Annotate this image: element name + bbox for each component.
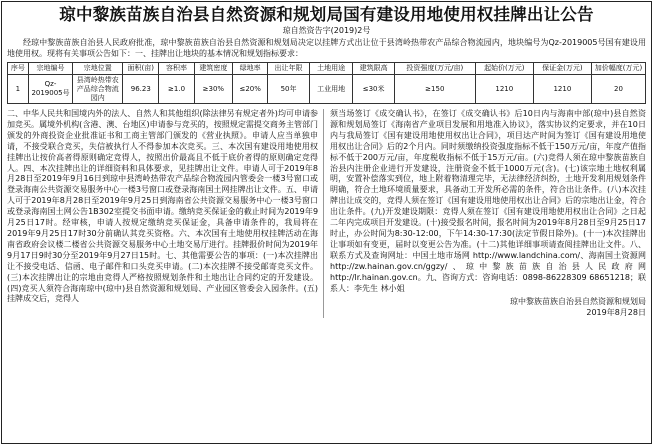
- column-header: 宗地位置: [73, 63, 123, 75]
- signature-org: 琼中黎族苗族自治县自然资源和规划局: [510, 297, 646, 307]
- column-header: 面积(亩): [123, 63, 159, 75]
- right-column-text: 须当场签订《成交确认书》，在签订《成交确认书》后10日内与海南中部(琼中)县自然资源和规划局签订《海南省产业项目发展和用地准入协议》，落实协议约定要求，并在10日内与我局签订《国有建设用地使用权出让合同》，项目达产时间为签订《国有建设用地使用权出让合同》后的2个月内。同时须缴纳投资强度指标不低于150万元/亩，年度产值指标不低于200万元/亩，年度税收指标不低于15万元/亩。(六)竞得人须在琼中黎族苗族自治县内注册企业进行开发建设，注册资金不低于1000万元(含)。(七)该宗地土地权利属明，安置补偿落实到位，地上附着物清理完毕，无法律经济纠纷，土地开发利用规划条件明确，符合土地环境质量要求，具备动工开发所必需的条件，符合出让条件。(八)本次挂牌出让成交的，竞得人须在签订《国有建设用地使用权出让合同》后的宗地出让金，符合出让条件。(九)开发建设期限：竞得人须在签订《国有建设用地使用权出让合同》之日起二年内完成项目开发建设。(十)接受报名时间，报名时间为2019年8月28日至9月25日17时止，办公时间为8:30-12:00，下午14:30-17:30(法定节假日除外)。(十一)本次挂牌出让事项如有变更，届时以变更公告为准。(十二)其他详细事项请查阅挂牌出让文件。八、联系方式及查询网址：中国土地市场网 http://www.landchina.com/、海南国土资源网 http://zw.hainan.gov.cn/ggzy/、琼中黎族苗族自治县人民政府网 http://lr.hainan.gov.cn。九、咨询方式：咨询电话：0898-86228309 68651218；联系人：李先生 林小姐: [330, 109, 646, 293]
- column-header: 投资强度(万元/亩): [394, 63, 475, 75]
- column-header: 建筑密度: [194, 63, 232, 75]
- table-cell: 20: [591, 75, 645, 104]
- left-column-text: 二、中华人民共和国境内外的法人、自然人和其他组织(除法律另有规定者外)均可申请参加竞买。属境外机构(含港、澳、台地区)申请参与竞买的，按照规定需提交商务主管部门颁发的外商投资企业批准证书和工商主管部门颁发的《营业执照》。申请人应当单独申请，不接受联合竞买，失信被执行人不得参加本次竞买。三、本次国有建设用地使用权挂牌出让按价高者得原则确定竞得人，按照出价最高且不低于底价者得的原则确定竞得人。四、本次挂牌出让的详细资料和具体要求，见挂牌出让文件。申请人可于2019年8月28日至2019年9月16日到琼中县湾岭热带农产品综合物流园内管委会一楼3号窗口或登录海南公共资源交易服务中心一楼3号窗口或登录海南国土网挂牌出让文件。五、申请人可于2019年8月28日至2019年9月25日到海南省公共资源交易服务中心一楼3号窗口或登录海南国土网公告1B302室提交书面申请。缴纳竞买保证金的截止时间为2019年9月25日17时。经审核，申请人按规定缴纳竞买保证金，具备申请条件的，我局将在2019年9月25日17时30分前确认其竞买资格。六、本次国有土地使用权挂牌活动在海南省政府会议楼二楼省公共资源交易服务中心土地交易厅进行。挂牌报价时间为2019年9月17日9时30分至2019年9月27日15时。七、其他需要公告的事项：(一)本次挂牌出让不接受电话、信函、电子邮件和口头竞买申请。(二)本次挂牌不接受邮寄竞买文件。(三)本次挂牌出让的宗地由竞得人严格按照规划条件和土地出让合同约定的开发建设。(四)竞买人须符合海南琼中(琼中)县自然资源和规划局、产业园区管委会入园条件。(五)挂牌成交后，竞得人: [7, 109, 319, 304]
- notice-title: 琼中黎族苗族自治县自然资源和规划局国有建设用地使用权挂牌出让公告: [59, 5, 594, 24]
- intro-paragraph: [7, 37, 646, 59]
- table-cell: 县湾岭热带农产品综合物流园内: [73, 75, 123, 104]
- column-header: 土地用途: [309, 63, 353, 75]
- body-columns: [7, 109, 646, 318]
- table-cell: 50年: [268, 75, 309, 104]
- right-column: [324, 109, 646, 318]
- column-header: 绿地率: [233, 63, 268, 75]
- table-cell: ≤30米: [353, 75, 394, 104]
- column-header: 序号: [8, 63, 29, 75]
- parcel-table: [7, 62, 646, 104]
- column-header: 容积率: [159, 63, 194, 75]
- table-cell: ≥150: [394, 75, 475, 104]
- table-cell: 1: [8, 75, 29, 104]
- table-cell: 1210: [475, 75, 533, 104]
- signature-block: [330, 296, 646, 318]
- parcel-table-header-row: [8, 63, 646, 75]
- table-cell: Qz-2019005号: [28, 75, 73, 104]
- column-header: 出让年限: [268, 63, 309, 75]
- signature-date: 2019年8月28日: [586, 308, 646, 318]
- document-number: 琼自然资告字(2019)2号: [282, 26, 371, 35]
- intro-text: 经琼中黎族苗族自治县人民政府批准，琼中黎族苗族自治县自然资源和规划局决定以挂牌方式出让位于县湾岭热带农产品综合物流园内，地块编号为Qz-2019005号国有建设用地使用权。现将有关事项公告如下：一、挂牌出让地块的基本情况和规划指标要求：: [7, 38, 646, 58]
- table-cell: 工业用地: [309, 75, 353, 104]
- column-header: 宗地编号: [28, 63, 73, 75]
- notice-page: [1, 1, 652, 444]
- table-cell: 96.23: [123, 75, 159, 104]
- table-cell: ≥30%: [194, 75, 232, 104]
- left-column: [7, 109, 324, 318]
- table-cell: ≥1.0: [159, 75, 194, 104]
- column-header: 起始价(万元): [475, 63, 533, 75]
- table-row: [8, 75, 646, 104]
- table-cell: ≤20%: [233, 75, 268, 104]
- column-header: 加价幅度(万元): [591, 63, 645, 75]
- column-header: 建筑限高: [353, 63, 394, 75]
- table-cell: 1210: [533, 75, 591, 104]
- column-header: 保证金(万元): [533, 63, 591, 75]
